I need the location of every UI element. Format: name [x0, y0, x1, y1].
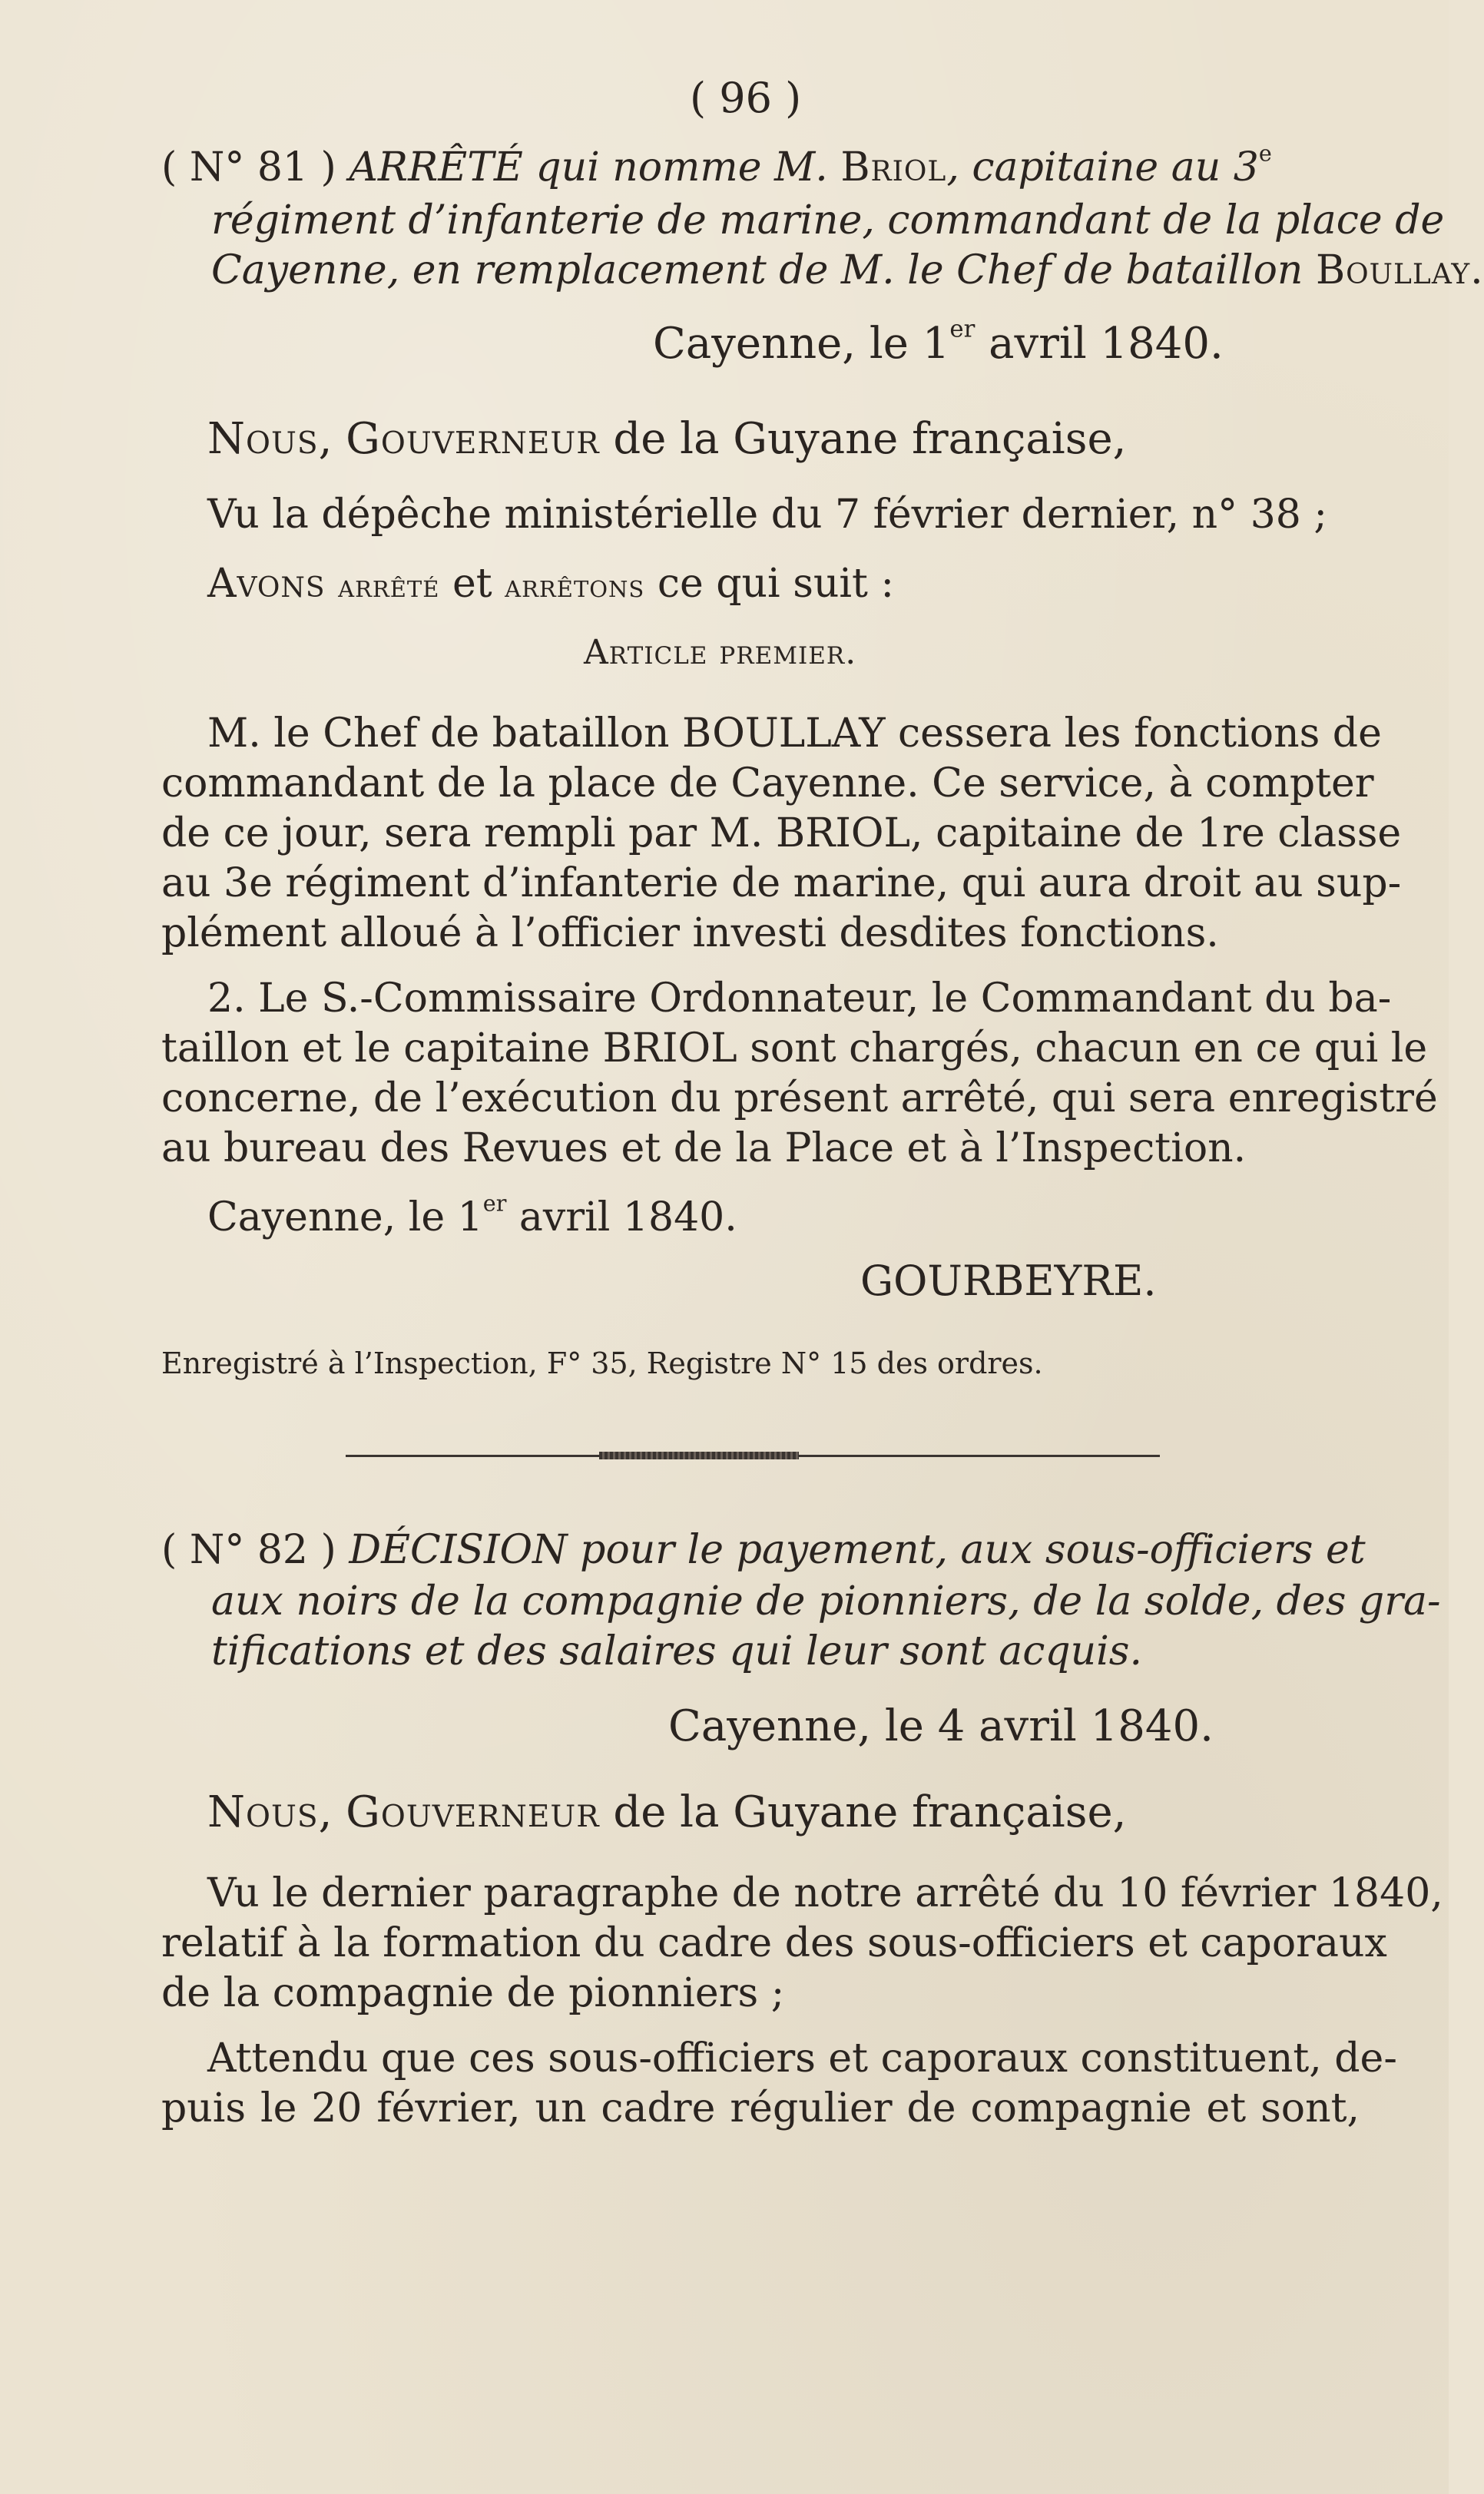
article-2-last-line: au bureau des Revues et de la Place et à l’Inspection. [161, 1125, 1247, 1171]
header-text: , capitaine au 3 [946, 144, 1259, 190]
decision-82-header-line-3: tifications et des salaires qui leur sont acquis. [211, 1628, 1143, 1674]
page-number: ( 96 ) [690, 74, 802, 122]
date-text: Cayenne, le 1 [207, 1194, 483, 1240]
decision-82-date: Cayenne, le 4 avril 1840. [668, 1701, 1214, 1751]
nous-rest: de la Guyane française, [599, 1787, 1127, 1837]
decision-82-vu-last: de la compagnie de pionniers ; [161, 1970, 785, 2016]
date-text: avril 1840. [506, 1194, 737, 1240]
superscript: e [1258, 140, 1272, 167]
decree-81-header-line-2: régiment d’infanterie de marine, commandant de la place de [211, 197, 1445, 243]
gouverneur-word: Gouverneur [346, 414, 600, 464]
article-1-line: de ce jour, sera rempli par M. BRIOL, capitaine de 1re classe [161, 810, 1402, 856]
signature: GOURBEYRE. [860, 1257, 1157, 1305]
superscript: er [482, 1190, 507, 1217]
avons-text: et [439, 561, 505, 607]
decision-number: ( N° 82 ) [161, 1527, 336, 1573]
date-text: Cayenne, le 1 [653, 319, 950, 369]
arrete-word: arrêté [338, 567, 440, 604]
decision-82-vu-line: relatif à la formation du cadre des sous-officiers et caporaux [161, 1920, 1387, 1966]
decision-82-nous: Nous, Gouverneur de la Guyane française, [207, 1787, 1127, 1837]
article-2-line: concerne, de l’exécution du présent arrêté, qui sera enregistré [161, 1075, 1438, 1121]
decree-81-header-line-1 [161, 140, 1272, 190]
decision-82-attendu-line: puis le 20 février, un cadre régulier de compagnie et sont, [161, 2085, 1360, 2131]
decree-title-word: ARRÊTÉ [349, 144, 523, 190]
article-1-line: commandant de la place de Cayenne. Ce service, à compter [161, 760, 1374, 806]
decision-title-word: DÉCISION [349, 1527, 568, 1573]
header-text: pour le payement, aux sous-officiers et [567, 1527, 1366, 1573]
nous-word: Nous [207, 414, 319, 464]
decision-82-vu-line: Vu le dernier paragraphe de notre arrêté du 10 février 1840, [207, 1870, 1443, 1916]
header-name: Boullay. [1315, 247, 1484, 293]
header-text: Cayenne, en remplacement de M. le Chef de bataillon [211, 247, 1316, 293]
avons-word: Avons [207, 561, 326, 607]
article-1-line: au 3e régiment d’infanterie de marine, qui aura droit au sup- [161, 860, 1402, 906]
decree-81-avons [207, 561, 894, 609]
decree-81-header-line-3 [211, 247, 1484, 293]
article-2-line: taillon et le capitaine BRIOL sont chargés, chacun en ce qui le [161, 1025, 1428, 1071]
decree-81-date [653, 315, 1224, 369]
article-1-last-line: plément alloué à l’officier investi desdites fonctions. [161, 910, 1219, 956]
arretons-word: arrêtons [505, 567, 645, 604]
header-text: qui nomme M. [522, 144, 841, 190]
registration-note: Enregistré à l’Inspection, F° 35, Registre N° 15 des ordres. [161, 1346, 1043, 1380]
closing-date [207, 1190, 737, 1240]
decree-81-nous: Nous, Gouverneur de la Guyane française, [207, 414, 1127, 464]
gouverneur-word: Gouverneur [346, 1787, 600, 1837]
decree-number: ( N° 81 ) [161, 144, 336, 190]
header-name: Briol [840, 144, 947, 190]
article-1-line: M. le Chef de bataillon BOULLAY cessera les fonctions de [207, 710, 1382, 757]
article-heading: Article premier. [584, 633, 857, 672]
decision-82-attendu-line: Attendu que ces sous-officiers et caporaux constituent, de- [207, 2035, 1397, 2082]
article-2-line: 2. Le S.-Commissaire Ordonnateur, le Commandant du ba- [207, 975, 1392, 1022]
nous-word: Nous [207, 1787, 319, 1837]
section-divider-ornament [599, 1452, 799, 1459]
decree-81-vu: Vu la dépêche ministérielle du 7 février dernier, n° 38 ; [207, 492, 1327, 538]
avons-text: ce qui suit : [644, 561, 894, 607]
decision-82-header-line-1 [161, 1527, 1366, 1573]
date-text: avril 1840. [975, 319, 1224, 369]
decision-82-header-line-2: aux noirs de la compagnie de pionniers, de la solde, des gra- [211, 1578, 1441, 1625]
superscript: er [949, 315, 976, 343]
nous-rest: de la Guyane française, [599, 414, 1127, 464]
